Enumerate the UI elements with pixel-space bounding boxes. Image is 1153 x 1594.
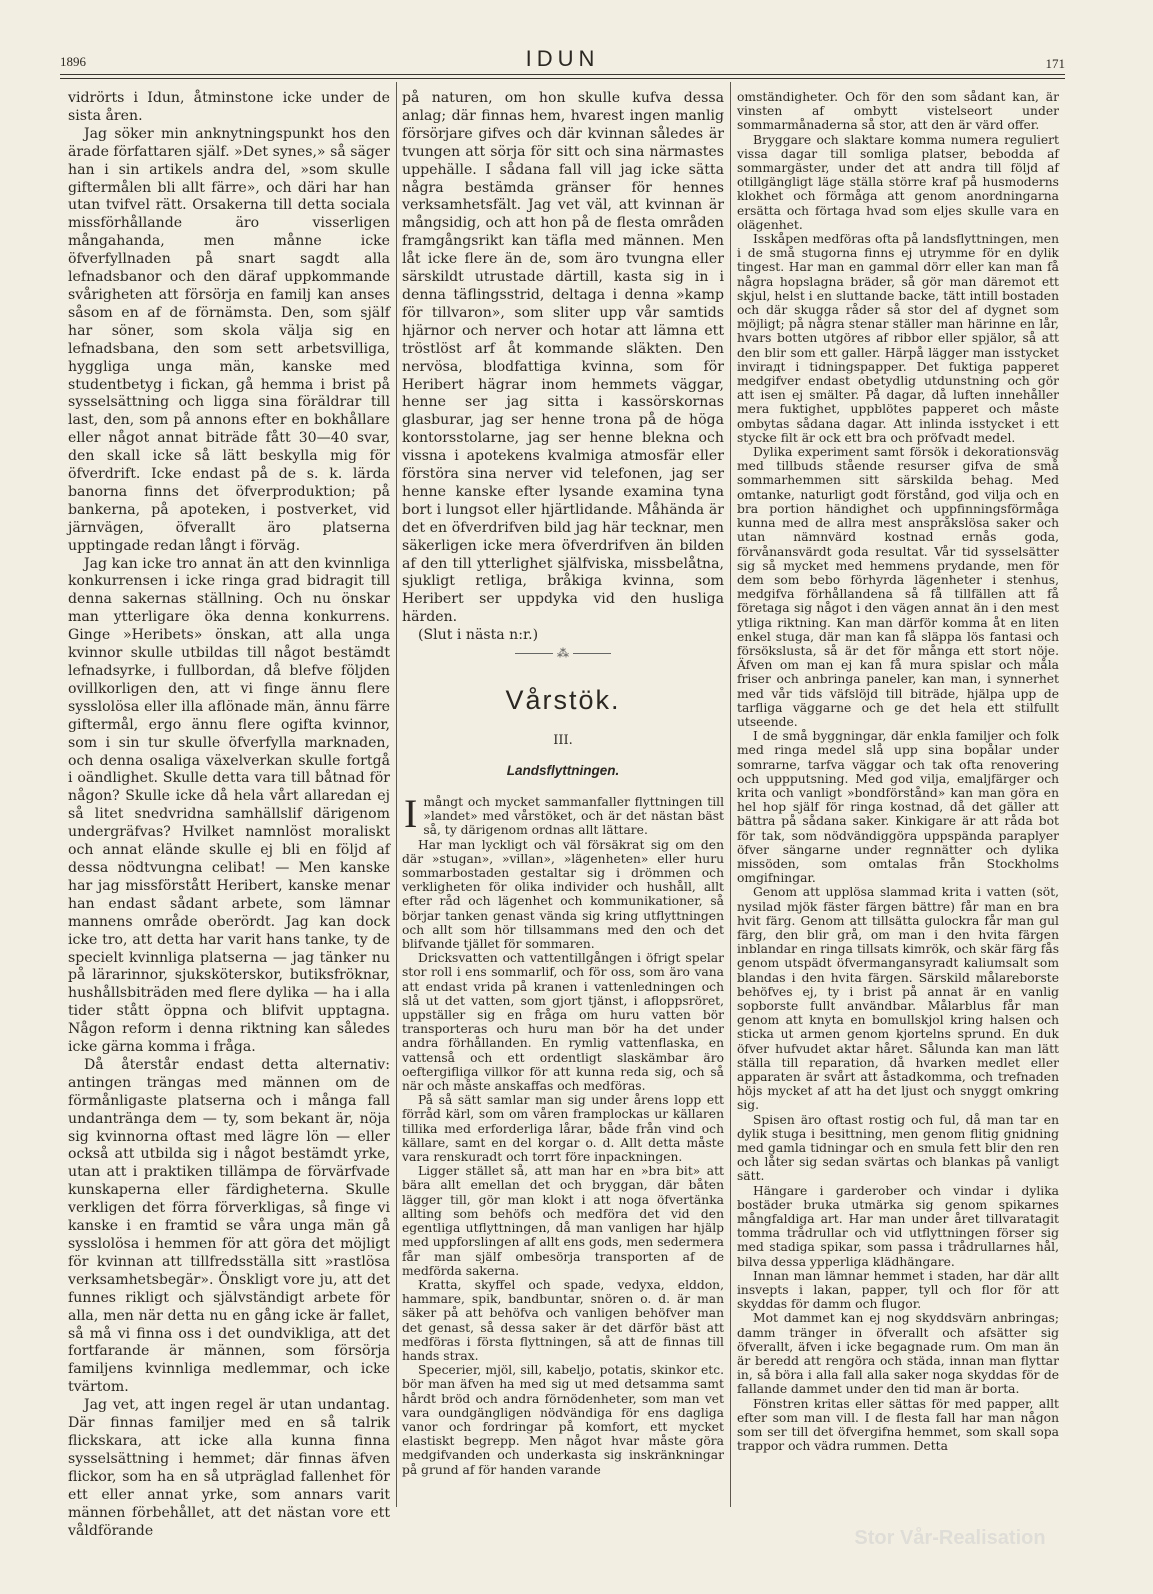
paragraph: Innan man lämnar hemmet i staden, har där allt insvepts i lakan, papper, tyll och flor för att skyddas för damm och flugor. [737,1268,1059,1312]
page-number: 171 [1045,56,1065,71]
paragraph: omständigheter. Och för den som sådant kan, är vinsten af ombytt vistelseort under sommarmånaderna så stor, att den är värd offer. [737,90,1059,133]
article-body [402,791,724,1507]
column-divider-1 [396,82,397,1507]
drop-cap: I [404,791,418,836]
masthead-title: IDUN [525,46,600,71]
header-year: 1896 [60,54,86,69]
column-1 [68,90,390,1539]
article-title: Vårstök. [505,685,621,715]
paragraph: Ligger stället så, att man har en »bra bit» att bära allt emellan det och bryggan, där båten lägger till, gör man klokt i att noga öfvertänka allting som behöfs och medföra det vid den egentliga utflyttningen, då man vanligen har hjälp med uppforslingen af allt ens gods, men sedermera får man själf ombesörja transporten af de medförda sakerna. [402,1164,724,1278]
header-rule-top [60,74,1065,75]
paragraph: på naturen, om hon skulle kufva dessa anlag; där finnas hem, hvarest ingen manlig försörjare gifves och där kvinnan således är tvungen att sörja för sitt och sina närmastes uppehälle. I sådana fall vill jag icke sätta några bestämda gränser för hennes verksamhetsfält. Jag vet väl, att kvinnan är mångsidig, och att hon på de flesta områden framgångsrikt kan täfla med männen. Men låt icke flere än de, som äro tvungna eller särskildt utrustade därtill, kasta sig in i denna täflingsstrid, deltaga i denna »kamp för tillvaron», som sliter upp vår samtids hjärnor och nerver och hotar att lämna ett tröstlöst arf åt kommande släkten. Den nervösa, blodfattiga kvinna, som för Heribert hägrar inom hemmets väggar, henne ser jag sitta i kassörskornas glasburar, jag ser henne trona på de höga kontorsstolarne, jag ser henne blekna och vissna i apotekens kvalmiga atmosfär eller förstöra sina nerver vid telefonen, jag ser henne kanske efter lysande examina tyna bort i lungsot eller hjärtlidande. Måhända är det en öfverdrifven bild jag här tecknar, men säkerligen icke mera öfverdrifven än bilden af den till ytterlighet själfviska, missbelåtna, sjukligt retliga, bråkiga kvinna, som Heribert ser uppdyka vid den husliga härden. [402,90,724,626]
paragraph: vidrörts i Idun, åtminstone icke under de sista åren. [68,90,390,124]
ornament-line-left [515,653,553,654]
paragraph: Kratta, skyffel och spade, vedyxa, elddon, hammare, spik, bandbuntar, snören o. d. är man säker på att behöfva och vanligen behöfver man det genast, så dessa saker är det därför bäst att medföras i första flyttningen, så att de finnas till hands strax. [402,1277,724,1363]
paragraph: Har man lyckligt och väl försäkrat sig om den där »stugan», »villan», »lägenheten» eller huru sommarbostaden gestaltar sig i drömmen och verkligheten för olika individer och hushåll, allt efter råd och lägenhet och kommunikationer, så börjar tanken genast vända sig kring utflyttningen och allt som hör tillsammans med den och det blifvande tjället för sommaren. [402,837,724,952]
ornament-glyph: ⁂ [557,646,569,660]
continuation-note: (Slut i nästa n:r.) [418,627,539,644]
paragraph: Fönstren kritas eller sättas för med papper, allt efter som man vill. I de flesta fall har man någon som ser till det öfvergifna hemmet, som skall sopa trappor och vädra rummen. Detta [737,1396,1059,1454]
paragraph: Bryggare och slaktare komma numera reguliert vissa dagar till somliga platser, bebodda af sommargäster, under det att andra till följd af otillgängligt läge ställa större kraf på husmoderns klokhet och förmåga att genom anordningarna ersätta och förtaga hvad som eljes skulle vara en olägenhet. [737,132,1059,232]
paragraph: Då återstår endast detta alternativ: antingen trängas med männen om de förmånligaste platserna och i många fall undantränga dem — ty, som bekant är, nöja sig kvinnorna oftast med lägre lön — eller också att utbilda sig i något bestämdt yrke, utan att i praktiken tillämpa de förvärfvade kunskaperna eller färdigheterna. Skulle verkligen det förra förverkligas, så finge vi kanske i en framtid se våra unga män gå sysslolösa i hemmen för att göra det möjligt för kvinnan att tillfredsställa sitt »rastlösa verksamhetsbegär». Önskligt vore ju, att det funnes rikligt och självständigt arbete för alla, men när detta nu en gång icke är fallet, så må vi finna oss i det oundvikliga, att det fortfarande är männen, som försörja familjens kvinnliga medlemmar, och icke tvärtom. [68,1056,390,1396]
header-rule-bottom [60,78,1065,79]
column-divider-2 [730,82,731,1507]
page-header [60,46,1065,72]
paragraph: Jag vet, att ingen regel är utan undantag. Där finnas familjer med en så talrik flickskara, att icke alla kunna finna sysselsättning i hemmet; där finnas äfven flickor, som ha en så utpräglad fallenhet för ett eller annat yrke, som annars varit männen förbehållet, att det nästan vore ett våldförande [68,1397,390,1539]
paragraph-text: mångt och mycket sammanfaller flyttningen till »landet» med vårstöket, och är det nästan bäst så, ty därigenom ordnas allt lättare. [423,795,724,838]
paragraph: Jag söker min anknytningspunkt hos den ärade författaren själf. »Det synes,» så säger han i sin artikels andra del, »som skulle giftermålen bli allt färre», och däri har han utan tvifvel rätt. Orsakerna till detta sociala missförhållande äro visserligen mångahanda, men månne icke öfverfyllnaden på snart sagdt alla lefnadsbanor och den däraf uppkommande svårigheten att försörja en familj kan anses såsom en af de förnämsta. Den, som själf har söner, som skola välja sig en lefnadsbana, den som sett arbetsvilliga, hyggliga unga män, kanske med studentbetyg i fickan, gå hemma i brist på sysselsättning och ligga sina föräldrar till last, den, som på annons efter en bokhållare eller något annat biträde fått 30—40 svar, den skall icke så lätt beskylla mig för öfverdrift. Icke endast på de s. k. lärda banorna finns det öfverproduktion; på bankerna, på apoteken, i postverket, vid järnvägen, öfverallt äro platserna upptingade redan långt i förväg. [68,125,390,554]
paragraph: Mot dammet kan ej nog skyddsvärn anbringas; damm tränger in öfverallt och afsätter sig öfverallt, äfven i icke begagnade rum. Om man än är beredd att rengöra och städa, innan man flyttar in, så böra i alla fall alla saker noga skyddas för de fallande dammet under den tid man är borta. [737,1311,1059,1397]
paragraph: Dylika experiment samt försök i dekorationsväg med tillbuds stående resurser gifva de små sommarhemmen sitt särskilda behag. Med omtanke, naturligt godt förstånd, god vilja och en bra portion händighet och uppfinningsförmåga kunna med de allra mest anspråkslösa saker och utan nämnvärd kostnad ernås goda, förvånansvärdt goda resultat. Vår tid sysselsätter sig så mycket med hemmens prydande, men för dem som bebo förhyrda lägenheter i stenhus, medgifva förhållandena så få tillfällen att få företaga sig något i den vägen annat än i den mest ytliga riktning. Kan man därför komma åt en liten enkel stuga, där man kan få släppa lös fantasi och försökslusta, så är det för många ett stort nöje. Äfven om man ej kan få mura spislar och måla friser och anbringa paneler, kan man, i synnerhet med vår tids väfslöjd till biträde, hjälpa upp de tarfliga väggarne och ge det hela ett stilfullt utseende. [737,445,1059,729]
column-3 [737,90,1059,1508]
paragraph: På så sätt samlar man sig under årens lopp ett förråd kärl, som om våren framplockas ur källaren tillika med erforderliga lårar, både från vind och källare, samt en del korgar o. d. Allt detta måste vara renskuradt och torrt före inpackningen. [402,1093,724,1165]
column-2-top [402,90,724,644]
section-ornament [402,646,724,660]
article-subtitle: Landsflyttningen. [506,763,620,778]
article-number: III. [553,733,573,748]
ornament-line-right [573,653,611,654]
paragraph: I de små byggningar, där enkla familjer och folk med ringa medel slå upp sina bopålar under somrarne, tarfva väggar och tak ofta renovering och uppputsning. Med god vilja, emaljfärger och krita och vanligt »bondförstånd» kan man göra en hel hop själf för ringa kostnad, då det gäller att bättra på sådana saker. Kinkigare är att råda bot för tak, som nödvändiggöra uppspända paraplyer öfver sängarne under regnnätter och dylika missöden, som omtalas från Stockholms omgifningar. [737,729,1059,886]
paragraph: Hängare i garderober och vindar i dylika bostäder bruka utmärka sig genom spikarnes mångfaldiga art. Har man under året tillvaratagit tomma trådrullar och vid utflyttningen förser sig med stadiga spikar, som passa i trådrullarnes hål, bilva dessa ypperliga klädhängare. [737,1183,1059,1269]
paragraph: Spisen äro oftast rostig och ful, då man tar en dylik stuga i besittning, men genom flitig gnidning med gamla tidningar och en smula fett blir den ren och låter sig sedan svärtas och blankas på vanligt sätt. [737,1112,1059,1184]
paragraph: Genom att upplösa slammad krita i vatten (söt, nysilad mjök fäster färgen bättre) får man en bra hvit färg. Genom att tillsätta gulockra får man gul färg, den blir grå, om man i den hvita färgen inblandar en ringa tillsats kimrök, och skär färg fås genom utspädt öfvermangansyradt kaliumsalt som blandas i den hvita färgen. Särskild målareborste behöfves ej, ty i brist på annat är en vanlig sopborste fullt användbar. Målarblus får man genom att knyta en bomullskjol kring halsen och sticka ut armen genom kjortelns sprund. En duk öfver hufvudet aktar håret. Sålunda kan man lätt ställa till reparation, då hvarken medlet eller apparaten är svårt att åstadkomma, och trefnaden höjs mycket af att ha det ljust och snyggt omkring sig. [737,885,1059,1113]
paragraph: Jag kan icke tro annat än att den kvinnliga konkurrensen i icke ringa grad bidragit till denna sakernas ställning. Och nu önskar man ytterligare öka denna konkurrens. Ginge »Heribets» önskan, att alla unga kvinnor skulle utbildas till något bestämdt lefnadsyrke, i fullbordan, då blefve följden ovillkorligen den, att vi finge ännu flere sysslolösa eller illa aflönade män, ännu färre giftermål, ergo ännu flere ogifta kvinnor, som i sin tur skulle öfverfylla marknaden, och denna osaliga växelverkan skulle fortgå i oändlighet. Skulle detta vara till båtnad för någon? Skulle icke då hela vårt allaredan ej så litet snedvridna samhällslif därigenom undergräfvas? Hvilket namnlöst moraliskt och annat elände skulle ej bli en följd af dessa nödtvungna celibat! — Men kanske har jag missförstått Heribert, kanske menar han endast sådant arbete, som lämnar mannens område oberördt. Jag kan dock icke tro, att detta har varit hans tanke, ty de specielt kvinnliga platserna — jag tänker nu på lärarinnor, sjuksköterskor, butiksfröknar, hushållsbiträden med flere dylika — ha i alla tider stått öppna och blifvit upptagna. Någon reform i denna riktning kan således icke gärna komma i fråga. [68,555,390,1056]
bleed-through-advert: Stor Vår-Realisation [854,1527,1046,1549]
paragraph: Specerier, mjöl, sill, kabeljo, potatis, skinkor etc. bör man äfven ha med sig ut med detsamma samt hårdt bröd och andra förnödenheter, som man vet vara oundgängligen nödvändiga för ens dagliga vanor och fordringar på komfort, ett mycket elastiskt begrepp. Men något hvar måste göra medgifvanden och underkasta sig inskränkningar på grund af för handen varande [402,1363,724,1477]
paragraph: Dricksvatten och vattentillgången i öfrigt spelar stor roll i ens sommarlif, och för oss, som äro vana att endast vrida på kranen i vattenledningen och slå ut det vatten, som gjort tjänst, i afloppsröret, uppställer sig en fråga om huru vatten bör transporteras och huru man bör ha det under andra förhållanden. En rymlig vattenflaska, en vattenså och ett ordentligt slaskämbar äro oeftergifliga villkor för att kunna reda sig, och så när och måste anskaffas och medföras. [402,951,724,1094]
paragraph [402,791,724,838]
paragraph: Isskåpen medföras ofta på landsflyttningen, men i de små stugorna finns ej utrymme för en dylik tingest. Har man en gammal dörr eller kan man få några hopslagna bräder, så gör man däremot ett skjul, helst i en sluttande backe, tätt intill bostaden och där skugga råder så stor del af dygnet som möjligt; på några stenar ställer man härinne en lår, hvars botten utgöres af ribbor eller spjälor, så att den blir som ett galler. Härpå lägger man isstycket invirадt i tidningspapper. Det fuktiga papperet medgifver endast obetydlig utdunstning och gör att isen ej smälter. På dagar, då luften innehåller mera fuktighet, uppblötes papperet och måste ombytas sådana dagar. Att inlinda isstycket i ett stycke filt är ock ett bra och pröfvadt medel. [737,232,1059,445]
